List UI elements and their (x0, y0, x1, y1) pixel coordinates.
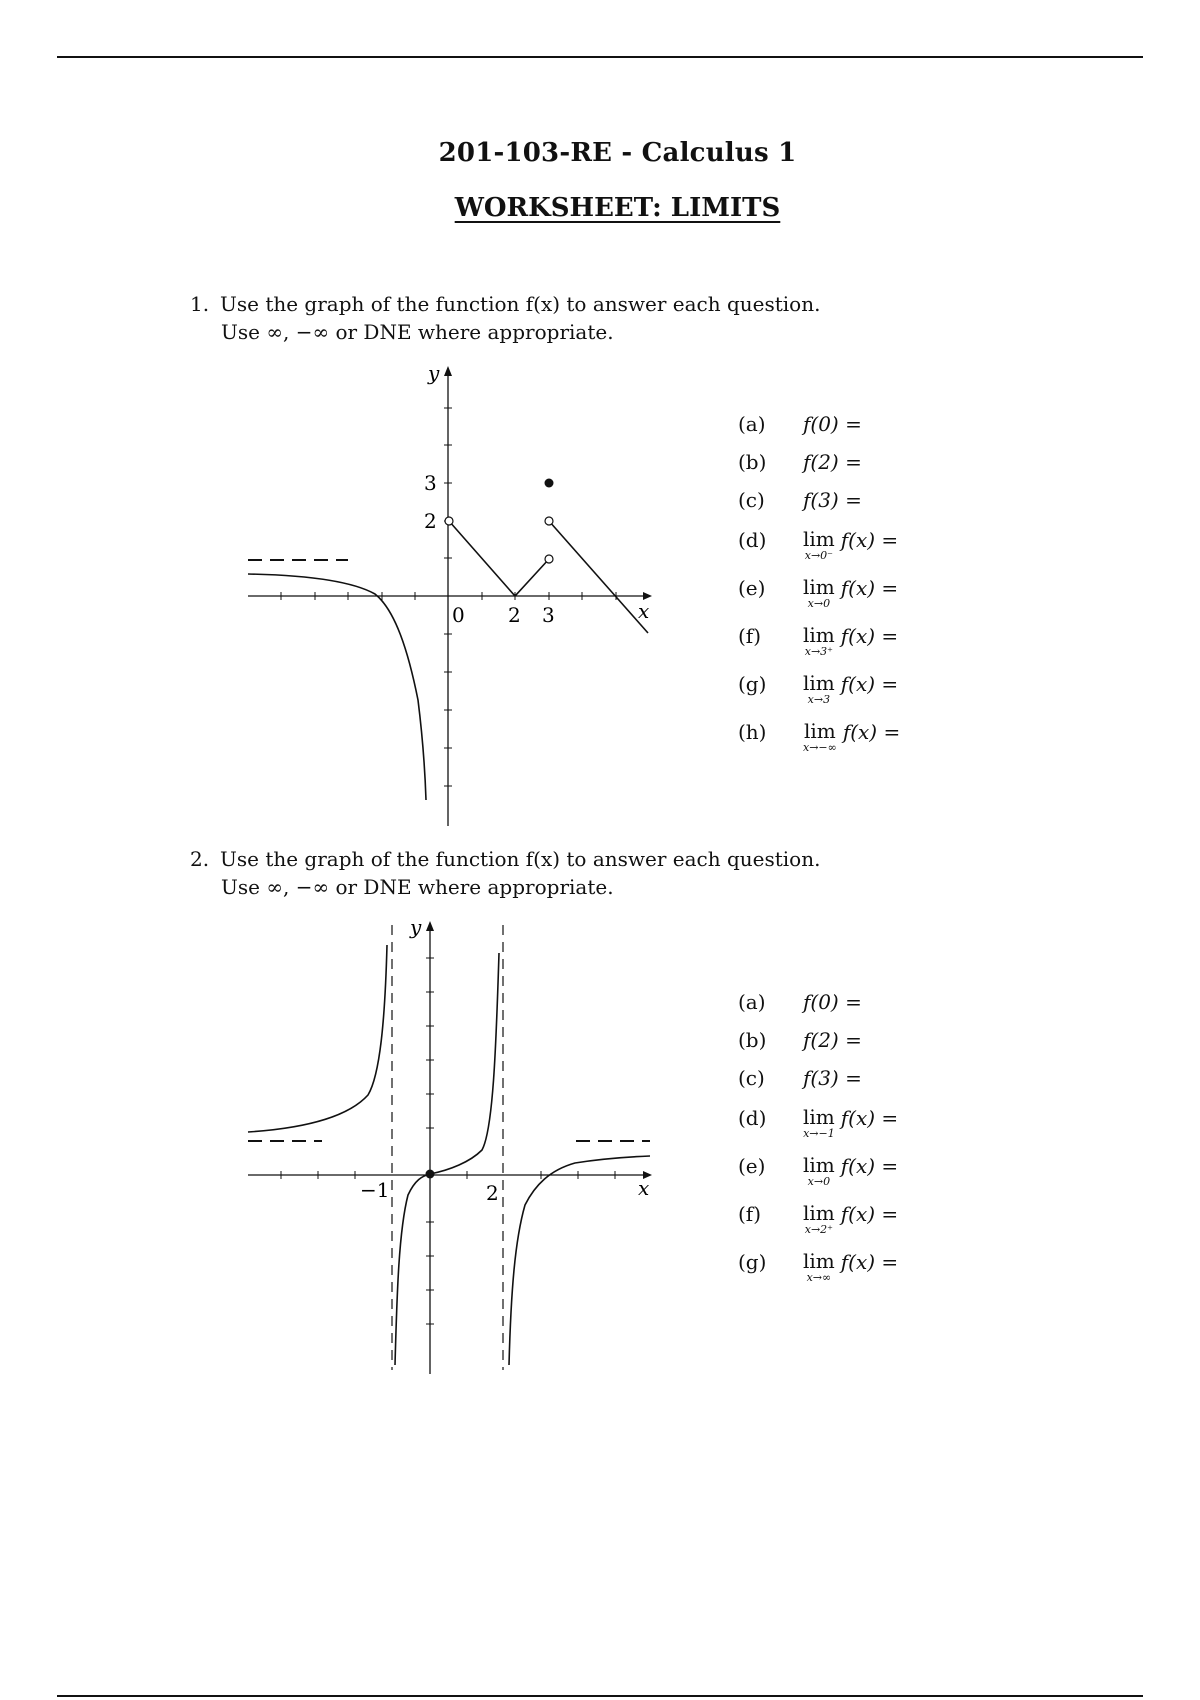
lim-word: lim (804, 719, 836, 743)
question-label: (a) (738, 412, 766, 436)
x-axis-label: x (638, 1176, 650, 1200)
instruction-line-1: Use the graph of the function f(x) to answer each question. (220, 292, 821, 316)
x-tick-label-3: 3 (542, 603, 555, 627)
lim-word: lim (803, 575, 835, 599)
lim-function: f(x) = (840, 624, 899, 648)
lim-word: lim (803, 1105, 835, 1129)
question-expr (803, 1202, 898, 1236)
x-tick-label-2: 2 (508, 603, 521, 627)
instruction-line-1: Use the graph of the function f(x) to answer each question. (220, 847, 821, 871)
lim-word: lim (803, 623, 835, 647)
question-label: (c) (738, 488, 765, 512)
lim-function: f(x) = (840, 576, 899, 600)
lim-subscript: x→2⁺ (804, 1223, 833, 1236)
lim-function: f(x) = (842, 720, 901, 744)
v-segment (449, 521, 549, 596)
lim-subscript: x→0⁻ (804, 549, 833, 562)
x-tick-label-0: 0 (452, 603, 465, 627)
question-expr (803, 576, 898, 610)
lim-subscript: x→3⁺ (804, 645, 833, 658)
filled-point-3-3 (545, 479, 554, 488)
question-expr (803, 1154, 898, 1188)
question-label: (h) (738, 720, 767, 744)
question-label: (e) (738, 1154, 766, 1178)
worksheet-title (0, 193, 1200, 223)
y-axis-arrow (426, 921, 434, 931)
lim-operator (803, 1202, 835, 1236)
lim-function: f(x) = (840, 528, 899, 552)
question-expr (803, 720, 900, 754)
lim-subscript: x→0 (807, 1175, 831, 1188)
problem-2-graph (240, 915, 660, 1380)
lim-operator (803, 1106, 835, 1140)
middle-branch-curve (395, 953, 499, 1365)
question-label: (c) (738, 1066, 765, 1090)
filled-point-origin (426, 1170, 435, 1179)
question-label: (b) (738, 450, 767, 474)
lim-subscript: x→−1 (803, 1127, 835, 1140)
lim-subscript: x→3 (807, 693, 831, 706)
y-tick-label-3: 3 (424, 471, 437, 495)
question-expr: f(2) = (803, 450, 862, 474)
problem-1-instructions (190, 290, 820, 346)
left-branch-curve (248, 574, 426, 800)
lim-subscript: x→0 (807, 597, 831, 610)
problem-number: 1. (190, 292, 210, 316)
lim-function: f(x) = (840, 1250, 899, 1274)
x-tick-label-minus-1: −1 (360, 1178, 390, 1202)
question-label: (d) (738, 528, 767, 552)
lim-subscript: x→−∞ (803, 741, 837, 754)
lim-function: f(x) = (840, 672, 899, 696)
lim-word: lim (803, 527, 835, 551)
lim-operator (803, 576, 835, 610)
bottom-rule (57, 1695, 1143, 1697)
question-label: (f) (738, 1202, 762, 1226)
x-axis-label: x (638, 599, 650, 623)
lim-operator (803, 624, 835, 658)
question-expr (803, 624, 898, 658)
instruction-line-2: Use ∞, −∞ or DNE where appropriate. (221, 320, 614, 344)
right-branch-curve (509, 1156, 650, 1365)
question-expr: f(0) = (803, 412, 862, 436)
problem-1-graph (240, 360, 660, 830)
lim-operator (803, 672, 835, 706)
question-label: (f) (738, 624, 762, 648)
question-label: (d) (738, 1106, 767, 1130)
question-expr: f(0) = (803, 990, 862, 1014)
lim-word: lim (803, 1249, 835, 1273)
problem-number: 2. (190, 847, 210, 871)
problem-2-instructions (190, 845, 820, 901)
open-point-3-2 (545, 517, 553, 525)
lim-operator (803, 720, 837, 754)
instruction-line-2: Use ∞, −∞ or DNE where appropriate. (221, 875, 614, 899)
lim-operator (803, 1250, 835, 1284)
x-tick-label-2: 2 (486, 1181, 499, 1205)
left-branch-curve (248, 945, 387, 1132)
lim-function: f(x) = (840, 1106, 899, 1130)
question-expr: f(3) = (803, 488, 862, 512)
question-label: (e) (738, 576, 766, 600)
y-axis-label: y (428, 361, 440, 385)
question-expr (803, 672, 898, 706)
question-label: (a) (738, 990, 766, 1014)
question-expr (803, 528, 898, 562)
open-point-0-2 (445, 517, 453, 525)
question-expr: f(3) = (803, 1066, 862, 1090)
lim-word: lim (803, 671, 835, 695)
lim-word: lim (803, 1153, 835, 1177)
open-point-3-1 (545, 555, 553, 563)
lim-operator (803, 528, 835, 562)
lim-function: f(x) = (840, 1202, 899, 1226)
question-expr (803, 1106, 898, 1140)
lim-word: lim (803, 1201, 835, 1225)
lim-operator (803, 1154, 835, 1188)
course-title: 201-103-RE - Calculus 1 (438, 138, 797, 168)
y-axis-label: y (410, 915, 422, 939)
question-label: (g) (738, 672, 767, 696)
lim-function: f(x) = (840, 1154, 899, 1178)
question-expr: f(2) = (803, 1028, 862, 1052)
question-label: (b) (738, 1028, 767, 1052)
worksheet-title-text: WORKSHEET: LIMITS (454, 193, 781, 223)
question-expr (803, 1250, 898, 1284)
y-tick-label-2: 2 (424, 509, 437, 533)
right-segment (549, 521, 648, 633)
question-label: (g) (738, 1250, 767, 1274)
lim-subscript: x→∞ (806, 1271, 832, 1284)
y-axis-arrow (444, 366, 452, 376)
top-rule (57, 56, 1143, 58)
